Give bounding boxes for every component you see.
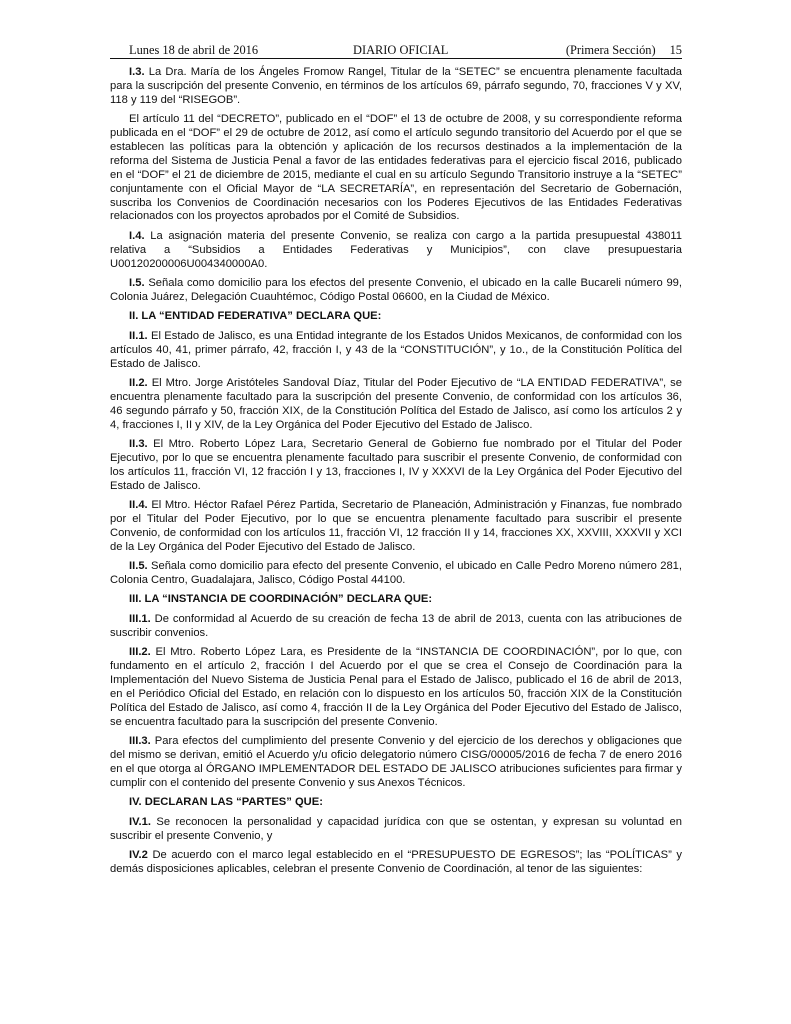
header-section-page (566, 43, 682, 58)
paragraph-label: II.1. (129, 329, 148, 342)
paragraph-i3 (110, 66, 682, 108)
page-header (110, 42, 682, 59)
paragraph-text: El Mtro. Roberto López Lara, es Presidente de la “INSTANCIA DE COORDINACIÓN”, por lo que, con fundamento en el artículo 2, fracción I del Acuerdo por el que se crea el Consejo de Coordinación para la Implementación del Nuevo Sistema de Justicia Penal para el Estado de Jalisco, publicado el 16 de abril de 2013, en el Periódico Oficial del Estado, en relación con lo dispuesto en los artículos 50, fracción XIX de la Constitución Política del Estado de Jalisco, así como 4, fracción II de la Ley Orgánica del Poder Ejecutivo del Estado de Jalisco, se encuentra facultado para la suscripción del presente Convenio. (110, 646, 683, 728)
paragraph-text: La asignación materia del presente Convenio, se realiza con cargo a la partida presupuestal 438011 relativa a “Subsidios a Entidades Federativas y Municipios”, con clave presupuestaria U00120200006U004340000A0. (110, 229, 683, 270)
paragraph-text: El Mtro. Roberto López Lara, Secretario General de Gobierno fue nombrado por el Titular del Poder Ejecutivo, por lo que se encuentra plenamente facultado para suscribir el presente Convenio, de conformidad con los artículos 11, fracción VI, 12 fracción I y 13, fracciones I, IV y XXXVI de la Ley Orgánica del Poder Ejecutivo del Estado de Jalisco. (110, 438, 682, 492)
section-heading-ii: II. LA “ENTIDAD FEDERATIVA” DECLARA QUE: (129, 310, 382, 323)
header-page-number: 15 (669, 43, 682, 57)
paragraph-label: III.2. (129, 646, 151, 659)
paragraph-ii2 (110, 377, 682, 433)
paragraph-iv1 (110, 816, 682, 844)
paragraph-label: II.5. (129, 560, 148, 573)
paragraph-article-11 (110, 113, 682, 224)
paragraph-text: La Dra. María de los Ángeles Fromow Rangel, Titular de la “SETEC” se encuentra plenamente facultada para la suscripción del presente Convenio, en términos de los artículos 69, párrafo segundo, 70, fracciones V y XV, 118 y 119 del “RISEGOB”. (110, 66, 683, 106)
document-page (110, 42, 682, 883)
paragraph-label: IV.1. (129, 816, 151, 829)
header-publication: DIARIO OFICIAL (353, 43, 449, 57)
paragraph-iii1 (110, 613, 682, 641)
paragraph-ii1 (110, 330, 682, 372)
paragraph-text: El Mtro. Héctor Rafael Pérez Partida, Secretario de Planeación, Administración y Finanzas, fue nombrado por el Titular del Poder Ejecutivo, por lo que se encuentra plenamente facultado para suscribir el presente Convenio, de conformidad con los artículos 11, fracción VI, 12 fracción II y 14, fracciones XX, XXVIII, XXXVII y XCI de la Ley Orgánica del Poder Ejecutivo del Estado de Jalisco. (110, 499, 682, 553)
paragraph-iv2 (110, 849, 682, 877)
paragraph-iii3 (110, 735, 682, 791)
section-heading-iii: III. LA “INSTANCIA DE COORDINACIÓN” DECLARA QUE: (129, 593, 433, 606)
paragraph-text: El artículo 11 del “DECRETO”, publicado en el “DOF” el 13 de octubre de 2008, y su correspondiente reforma publicada en el “DOF” el 29 de octubre de 2012, así como el artículo segundo transitorio del Acuerdo por el que se establecen las políticas para la obtención y aplicación de los recursos destinados a la implementación de la reforma del Sistema de Justicia Penal a favor de las entidades federativas para el ejercicio fiscal 2016, publicado en el “DOF” el 21 de diciembre de 2015, mediante el cual en su artículo Segundo Transitorio instruye a la “SETEC” conjuntamente con el Oficial Mayor de “LA SECRETARÍA”, en representación del Secretario de Gobernación, suscriba los Convenios de Coordinación necesarios con los Poderes Ejecutivos de las Entidades Federativas relacionados con los proyectos aprobados por el Comité de Subsidios. (110, 113, 682, 223)
paragraph-label: I.5. (129, 276, 145, 289)
paragraph-label: IV.2 (129, 849, 148, 862)
header-date: Lunes 18 de abril de 2016 (129, 43, 259, 57)
paragraph-ii5 (110, 560, 682, 588)
paragraph-label: II.4. (129, 499, 148, 512)
paragraph-text: El Mtro. Jorge Aristóteles Sandoval Díaz, Titular del Poder Ejecutivo de “LA ENTIDAD FEDERATIVA”, se encuentra plenamente facultado para la suscripción del presente Convenio, de conformidad con los artículos 36, 46 segundo párrafo y 50, fracción XIX, de la Constitución Política del Estado de Jalisco, así como los artículos 2 y 4, fracciones I, II y XIV, de la Ley Orgánica del Poder Ejecutivo del Estado de Jalisco. (110, 377, 682, 431)
paragraph-text: De conformidad al Acuerdo de su creación de fecha 13 de abril de 2013, cuenta con las atribuciones de suscribir convenios. (110, 613, 682, 640)
document-body (110, 66, 682, 877)
paragraph-text: El Estado de Jalisco, es una Entidad integrante de los Estados Unidos Mexicanos, de conformidad con los artículos 40, 41, primer párrafo, 42, fracción I, y 43 de la “CONSTITUCIÓN”, y 1o., de la Constitución Política del Estado de Jalisco. (110, 329, 682, 370)
paragraph-text: De acuerdo con el marco legal establecido en el “PRESUPUESTO DE EGRESOS”; las “POLÍTICAS” y demás disposiciones aplicables, celebran el presente Convenio de Coordinación, al tenor de las siguientes: (110, 849, 682, 876)
paragraph-i5 (110, 277, 682, 305)
paragraph-ii3 (110, 438, 682, 494)
paragraph-label: I.4. (129, 229, 145, 242)
paragraph-label: I.3. (129, 66, 145, 78)
paragraph-iii2 (110, 646, 682, 729)
paragraph-label: II.3. (129, 438, 148, 451)
paragraph-text: Señala como domicilio para efecto del presente Convenio, el ubicado en Calle Pedro Moreno número 281, Colonia Centro, Guadalajara, Jalisco, Código Postal 44100. (110, 560, 683, 587)
paragraph-label: II.2. (129, 377, 148, 390)
paragraph-text: Señala como domicilio para los efectos del presente Convenio, el ubicado en la calle Bucareli número 99, Colonia Juárez, Delegación Cuauhtémoc, Código Postal 06600, en la Ciudad de México. (110, 276, 683, 303)
paragraph-label: III.3. (129, 735, 151, 748)
section-heading-iv: IV. DECLARAN LAS “PARTES” QUE: (129, 796, 323, 809)
paragraph-text: Se reconocen la personalidad y capacidad jurídica con que se ostentan, y expresan su voluntad en suscribir el presente Convenio, y (110, 816, 682, 843)
paragraph-i4 (110, 230, 682, 272)
paragraph-label: III.1. (129, 613, 151, 626)
paragraph-text: Para efectos del cumplimiento del presente Convenio y del ejercicio de los derechos y obligaciones que del mismo se derivan, emitió el Acuerdo y/u oficio delegatorio número CISG/00005/2016 de fecha 7 de enero 2016 en el que otorga al ÓRGANO IMPLEMENTADOR DEL ESTADO DE JALISCO atribuciones suficientes para firmar y cumplir con el contenido del presente Convenio y sus Anexos Técnicos. (110, 735, 682, 789)
header-section: (Primera Sección) (565, 43, 656, 57)
paragraph-ii4 (110, 499, 682, 555)
